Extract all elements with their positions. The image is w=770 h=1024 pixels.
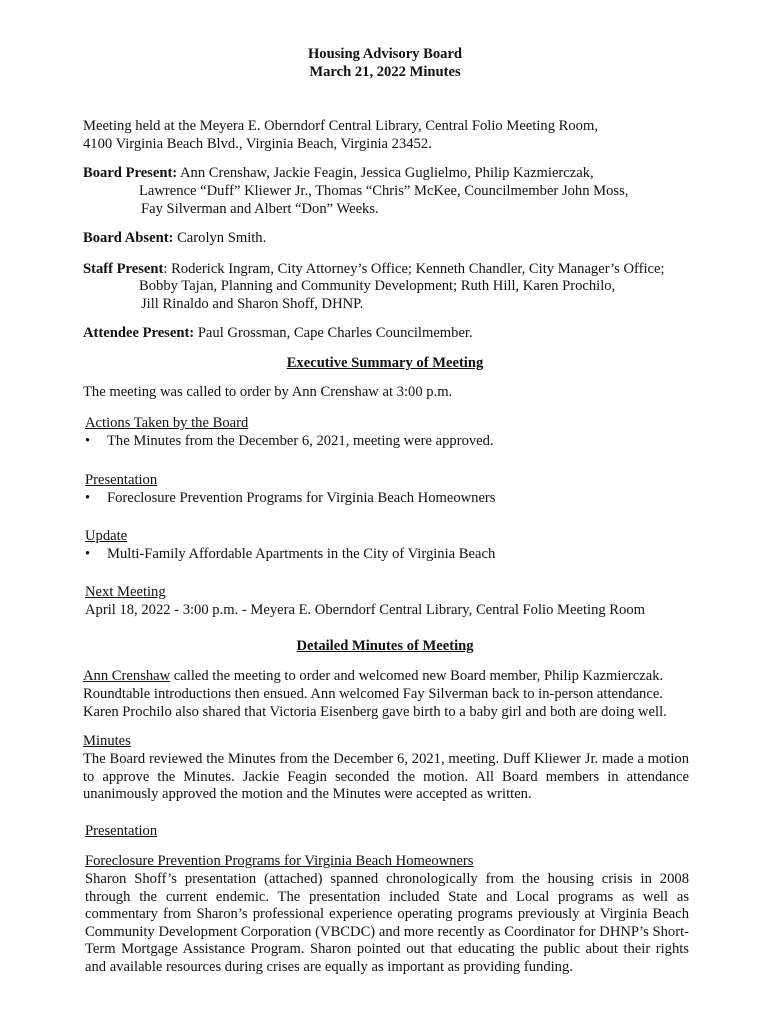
staff-present-line-2: Bobby Tajan, Planning and Community Development; Ruth Hill, Karen Prochilo, <box>139 278 616 294</box>
call-to-order-text: The meeting was called to order by Ann Crenshaw at 3:00 p.m. <box>83 384 453 400</box>
next-meeting-heading: Next Meeting <box>85 584 166 600</box>
board-present-label: Board Present: <box>83 165 178 181</box>
board-present-line-1 <box>83 165 594 183</box>
board-present-line-3: Fay Silverman and Albert “Don” Weeks. <box>141 201 379 217</box>
board-absent-names: Carolyn Smith. <box>173 230 267 246</box>
staff-present-label: Staff Present <box>83 261 164 277</box>
intro-line-3: Karen Prochilo also shared that Victoria Eisenberg gave birth to a baby girl and both are doing well. <box>83 704 667 720</box>
executive-summary-heading: Executive Summary of Meeting <box>286 355 484 371</box>
location-line-2: 4100 Virginia Beach Blvd., Virginia Beach, Virginia 23452. <box>83 136 432 152</box>
intro-name: Ann Crenshaw <box>83 668 171 684</box>
actions-list-item <box>85 433 494 451</box>
update-item-text: Multi-Family Affordable Apartments in the City of Virginia Beach <box>107 546 496 562</box>
document-title: Housing Advisory Board <box>307 46 463 62</box>
staff-present-line-3: Jill Rinaldo and Sharon Shoff, DHNP. <box>141 296 364 312</box>
attendee-present-line <box>83 325 473 343</box>
presentation-list-item <box>85 490 495 508</box>
foreclosure-heading: Foreclosure Prevention Programs for Virginia Beach Homeowners <box>85 853 474 869</box>
bullet-icon: • <box>85 490 91 506</box>
location-line-1: Meeting held at the Meyera E. Oberndorf Central Library, Central Folio Meeting Room, <box>83 118 598 134</box>
board-absent-line <box>83 230 266 248</box>
presentation-item-text: Foreclosure Prevention Programs for Virginia Beach Homeowners <box>107 490 496 506</box>
intro-line-2: Roundtable introductions then ensued. Ann welcomed Fay Silverman back to in-person attendance. <box>83 686 663 702</box>
intro-text-1: called the meeting to order and welcomed new Board member, Philip Kazmierczak. <box>170 668 664 684</box>
staff-present-line-1 <box>83 261 665 279</box>
actions-heading: Actions Taken by the Board <box>85 415 249 431</box>
bullet-icon: • <box>85 433 91 449</box>
update-list-item <box>85 546 495 564</box>
foreclosure-paragraph: Sharon Shoff’s presentation (attached) spanned chronologically from the housing crisis in 2008 through the current endemic. The presentation included State and Local programs as well as commentary from Sharon’s professional experience operating programs previously at Virginia Beach Community Development Corporation (VBCDC) and more recently as Coordinator for DHNP’s Short-Term Mortgage Assistance Program. Sharon pointed out that educating the public about their rights and available resources during crises are equally as important as providing funding. <box>85 871 689 975</box>
summary-presentation-heading: Presentation <box>85 472 158 488</box>
bullet-icon: • <box>85 546 91 562</box>
next-meeting-text: April 18, 2022 - 3:00 p.m. - Meyera E. Oberndorf Central Library, Central Folio Meeting Room <box>85 602 645 618</box>
minutes-heading: Minutes <box>83 733 131 749</box>
board-present-line-2: Lawrence “Duff” Kliewer Jr., Thomas “Chris” McKee, Councilmember John Moss, <box>139 183 629 199</box>
attendee-present-label: Attendee Present: <box>83 325 195 341</box>
attendee-present-names: Paul Grossman, Cape Charles Councilmember. <box>194 325 473 341</box>
detailed-minutes-heading: Detailed Minutes of Meeting <box>296 638 474 654</box>
detailed-presentation-heading: Presentation <box>85 823 158 839</box>
update-heading: Update <box>85 528 128 544</box>
document-subtitle: March 21, 2022 Minutes <box>309 64 461 80</box>
intro-line-1 <box>83 668 663 686</box>
board-present-names-1: Ann Crenshaw, Jackie Feagin, Jessica Guglielmo, Philip Kazmierczak, <box>177 165 594 181</box>
staff-present-names-1: : Roderick Ingram, City Attorney’s Office; Kenneth Chandler, City Manager’s Office; <box>163 261 665 277</box>
minutes-paragraph: The Board reviewed the Minutes from the December 6, 2021, meeting. Duff Kliewer Jr. made a motion to approve the Minutes. Jackie Feagin seconded the motion. All Board members in attendance unanimously approved the motion and the Minutes were accepted as written. <box>83 751 689 802</box>
board-absent-label: Board Absent: <box>83 230 174 246</box>
actions-item-text: The Minutes from the December 6, 2021, meeting were approved. <box>107 433 494 449</box>
